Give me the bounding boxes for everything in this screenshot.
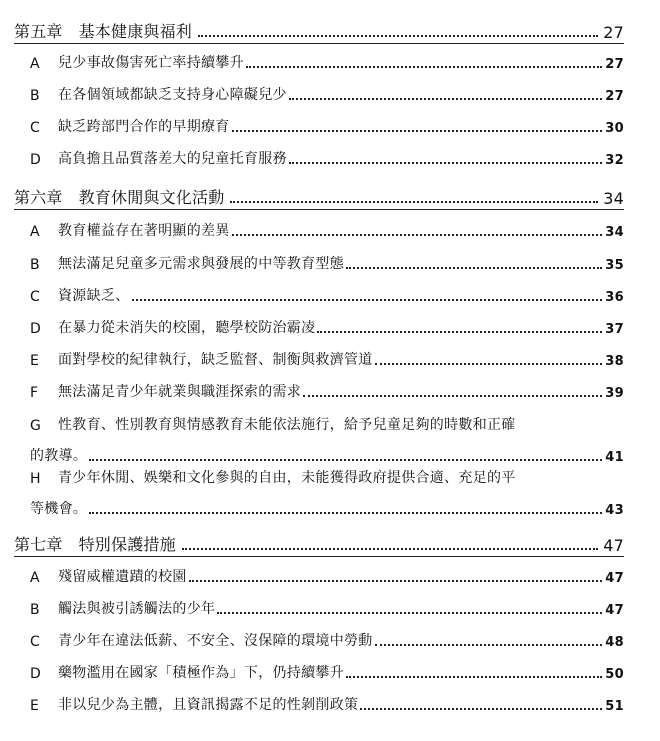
dot-leader [189, 580, 603, 582]
chapter-underline [14, 556, 624, 557]
entry-page-number: 32 [605, 153, 624, 168]
dot-leader [89, 512, 602, 514]
chapter-5-heading[interactable] [14, 20, 624, 42]
toc-entry[interactable] [30, 148, 624, 168]
dot-leader [246, 66, 602, 68]
chapter-underline [14, 43, 624, 44]
entry-letter: C [30, 289, 41, 305]
entry-title-continuation: 等機會。 [30, 501, 88, 517]
toc-entry[interactable] [30, 694, 624, 714]
chapter-title: 特別保護措施 [78, 535, 176, 554]
toc-entry[interactable] [30, 84, 624, 104]
entry-title: 在暴力從未消失的校園，聽學校防治霸凌 [58, 320, 316, 336]
dot-leader [289, 162, 602, 164]
entry-letter: A [30, 570, 40, 586]
entry-title: 在各個領域都缺乏支持身心障礙兒少 [58, 87, 287, 103]
dot-leader [217, 612, 602, 614]
chapter-page-number: 34 [603, 189, 624, 208]
toc-entry[interactable] [30, 285, 624, 305]
entry-title: 藥物濫用在國家「積極作為」下，仍持續攀升 [58, 665, 344, 681]
entry-title: 殘留威權遺蹟的校園 [58, 569, 187, 585]
entry-title: 教育權益存在著明顯的差異 [58, 223, 230, 239]
dot-leader [89, 459, 602, 461]
dot-leader [182, 548, 598, 550]
chapter-page-number: 47 [603, 536, 624, 555]
entry-letter: B [30, 88, 40, 104]
entry-page-number: 30 [605, 121, 624, 136]
entry-letter: D [30, 666, 42, 682]
entry-letter: C [30, 120, 41, 136]
entry-page-number: 51 [605, 699, 624, 714]
entry-title: 無法滿足青少年就業與職涯探索的需求 [58, 384, 302, 400]
dot-leader [346, 676, 602, 678]
entry-title-continuation: 的教導。 [30, 448, 88, 464]
entry-letter: D [30, 321, 42, 337]
entry-page-number: 34 [605, 225, 624, 240]
entry-page-number: 47 [605, 603, 624, 618]
entry-letter: F [30, 385, 39, 401]
dot-leader [317, 331, 602, 333]
chapter-title: 教育休閒與文化活動 [78, 188, 225, 207]
toc-entry-multiline[interactable] [30, 414, 624, 465]
entry-page-number: 35 [605, 258, 624, 273]
entry-title: 資源缺乏、 [58, 288, 130, 304]
entry-page-number: 43 [605, 503, 624, 518]
dot-leader [232, 234, 603, 236]
entry-letter: C [30, 634, 41, 650]
dot-leader [289, 98, 602, 100]
entry-page-number: 50 [605, 667, 624, 682]
toc-entry[interactable] [30, 317, 624, 337]
toc-entry[interactable] [30, 349, 624, 369]
chapter-underline [14, 209, 624, 210]
entry-title: 面對學校的紀律執行，缺乏監督、制衡與救濟管道 [58, 352, 373, 368]
entry-letter: G [30, 418, 42, 434]
dot-leader [375, 363, 603, 365]
toc-entry[interactable] [30, 381, 624, 401]
chapter-7-heading[interactable] [14, 533, 624, 555]
entry-title: 高負擔且品質落差大的兒童托育服務 [58, 151, 287, 167]
entry-title: 觸法與被引誘觸法的少年 [58, 601, 216, 617]
entry-page-number: 37 [605, 322, 624, 337]
toc-entry[interactable] [30, 52, 624, 72]
dot-leader [360, 708, 602, 710]
entry-title: 非以兒少為主體，且資訊揭露不足的性剝削政策 [58, 697, 359, 713]
entry-title: 青少年在違法低薪、不安全、沒保障的環境中勞動 [58, 633, 373, 649]
entry-page-number: 41 [605, 450, 624, 465]
chapter-title: 基本健康與福利 [78, 22, 193, 41]
entry-title: 兒少事故傷害死亡率持續攀升 [58, 55, 244, 71]
entry-letter: A [30, 224, 40, 240]
dot-leader [375, 644, 603, 646]
toc-entry[interactable] [30, 662, 624, 682]
toc-entry[interactable] [30, 253, 624, 273]
dot-leader [346, 267, 602, 269]
entry-letter: E [30, 353, 40, 369]
entry-letter: A [30, 56, 40, 72]
entry-page-number: 38 [605, 354, 624, 369]
entry-title: 青少年休閒、娛樂和文化參與的自由，未能獲得政府提供合適、充足的平 [58, 470, 516, 486]
entry-page-number: 27 [605, 57, 624, 72]
chapter-label: 第七章 [14, 535, 63, 554]
toc-entry[interactable] [30, 598, 624, 618]
entry-letter: D [30, 152, 42, 168]
chapter-6-heading[interactable] [14, 186, 624, 208]
dot-leader [232, 130, 603, 132]
entry-page-number: 27 [605, 89, 624, 104]
entry-letter: B [30, 257, 40, 273]
toc-entry[interactable] [30, 566, 624, 586]
entry-page-number: 36 [605, 290, 624, 305]
chapter-page-number: 27 [603, 23, 624, 42]
toc-entry[interactable] [30, 116, 624, 136]
dot-leader [230, 201, 598, 203]
dot-leader [198, 35, 598, 37]
entry-letter: E [30, 698, 40, 714]
entry-page-number: 48 [605, 635, 624, 650]
entry-page-number: 39 [605, 386, 624, 401]
entry-page-number: 47 [605, 571, 624, 586]
chapter-label: 第五章 [14, 22, 63, 41]
entry-title: 性教育、性別教育與情感教育未能依法施行，給予兒童足夠的時數和正確 [58, 417, 516, 433]
toc-entry[interactable] [30, 220, 624, 240]
entry-title: 缺乏跨部門合作的早期療育 [58, 119, 230, 135]
toc-entry-multiline[interactable] [30, 467, 624, 518]
chapter-label: 第六章 [14, 188, 63, 207]
entry-letter: H [30, 471, 41, 487]
dot-leader [303, 395, 602, 397]
entry-letter: B [30, 602, 40, 618]
entry-title: 無法滿足兒童多元需求與發展的中等教育型態 [58, 256, 344, 272]
toc-entry[interactable] [30, 630, 624, 650]
dot-leader [132, 299, 603, 301]
